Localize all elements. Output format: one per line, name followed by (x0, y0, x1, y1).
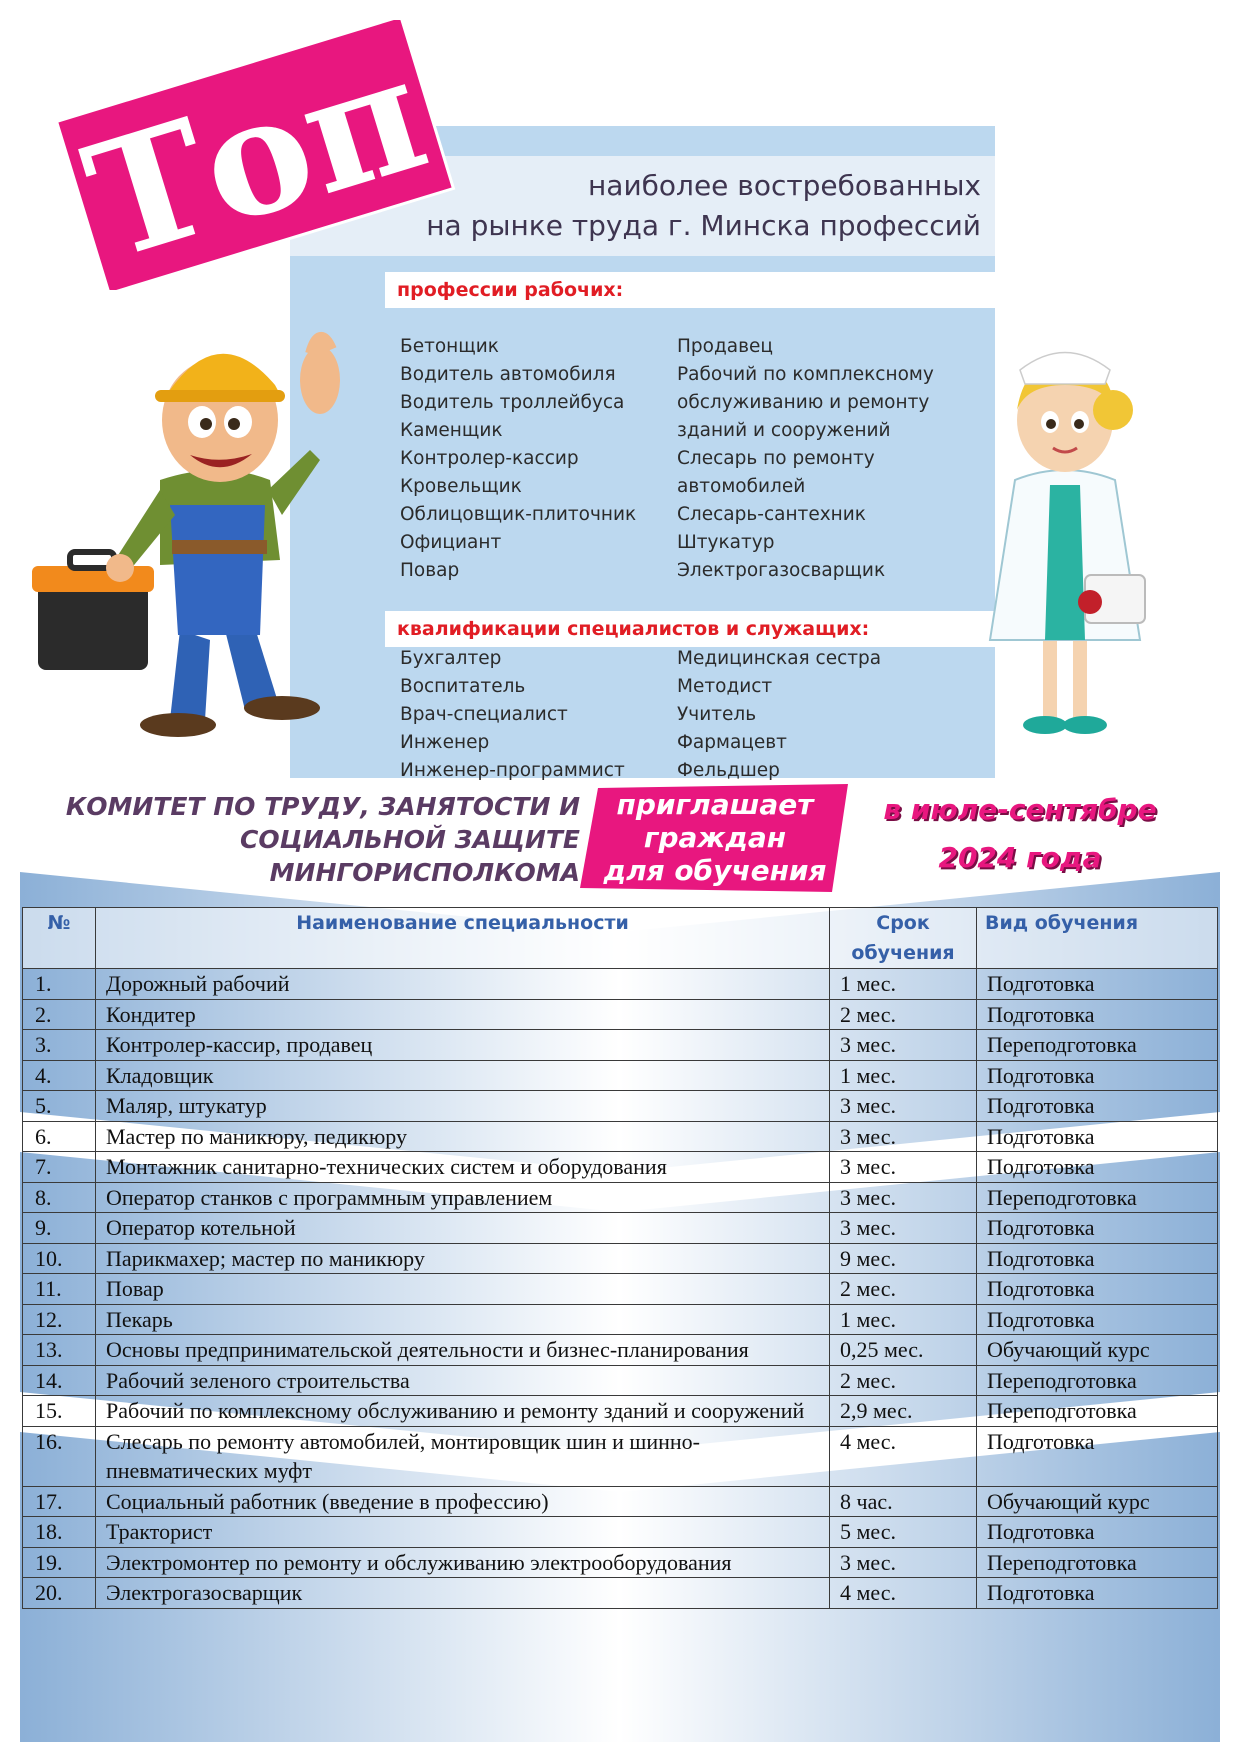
row-kind: Переподготовка (977, 1547, 1218, 1578)
header-term-line-1: Срок (876, 912, 930, 934)
row-num: 8. (23, 1182, 96, 1213)
specialists-column-1 (400, 645, 625, 785)
row-num: 19. (23, 1547, 96, 1578)
worker-illustration (20, 330, 390, 740)
row-kind: Переподготовка (977, 1030, 1218, 1061)
period-line-1: в июле-сентябре (883, 793, 1157, 826)
list-item: Врач-специалист (400, 704, 568, 725)
list-item: Методист (677, 676, 773, 697)
row-term: 9 мес. (830, 1243, 977, 1274)
row-name: Оператор станков с программным управлением (96, 1182, 830, 1213)
table-row (23, 1365, 1218, 1396)
top-badge (40, 20, 470, 290)
row-name: Электрогазосварщик (96, 1578, 830, 1609)
row-kind: Подготовка (977, 1091, 1218, 1122)
invite-line-1: приглашает (616, 788, 814, 821)
invite-text (580, 788, 850, 887)
row-term: 4 мес. (830, 1578, 977, 1609)
workers-column-1 (400, 333, 636, 585)
row-kind: Обучающий курс (977, 1486, 1218, 1517)
list-item: Учитель (677, 704, 757, 725)
list-item: Слесарь-сантехник (677, 504, 866, 525)
table-row (23, 1060, 1218, 1091)
list-item: Штукатур (677, 532, 775, 553)
header-term (830, 908, 977, 969)
table-row (23, 1182, 1218, 1213)
table-row (23, 1121, 1218, 1152)
committee-line-3: МИНГОРИСПОЛКОМА (269, 858, 580, 887)
row-term: 2 мес. (830, 1365, 977, 1396)
table-row (23, 999, 1218, 1030)
table-row (23, 1152, 1218, 1183)
table-row (23, 1030, 1218, 1061)
row-kind: Подготовка (977, 1152, 1218, 1183)
row-name: Монтажник санитарно-технических систем и оборудования (96, 1152, 830, 1183)
row-kind: Переподготовка (977, 1365, 1218, 1396)
specialists-label: квалификации специалистов и служащих: (397, 618, 870, 640)
row-num: 5. (23, 1091, 96, 1122)
row-name: Социальный работник (введение в профессию) (96, 1486, 830, 1517)
committee-line-1: КОМИТЕТ ПО ТРУДУ, ЗАНЯТОСТИ И (65, 792, 580, 821)
row-term: 4 мес. (830, 1426, 977, 1486)
row-name: Повар (96, 1274, 830, 1305)
table-row (23, 1304, 1218, 1335)
training-period (860, 786, 1180, 882)
row-term: 1 мес. (830, 1060, 977, 1091)
list-item: Фармацевт (677, 732, 787, 753)
table-row (23, 1335, 1218, 1366)
row-name: Слесарь по ремонту автомобилей, монтировщик шин и шинно-пневматических муфт (96, 1426, 830, 1486)
list-item: Инженер (400, 732, 490, 753)
row-num: 18. (23, 1517, 96, 1548)
row-num: 6. (23, 1121, 96, 1152)
row-name: Рабочий по комплексному обслуживанию и ремонту зданий и сооружений (96, 1396, 830, 1427)
row-num: 3. (23, 1030, 96, 1061)
list-item: Инженер-программист (400, 760, 625, 781)
workers-column-2 (677, 333, 934, 585)
row-name: Оператор котельной (96, 1213, 830, 1244)
list-item: Кровельщик (400, 476, 522, 497)
courses-table (22, 907, 1217, 1609)
nurse-illustration (965, 340, 1165, 760)
header-kind: Вид обучения (977, 908, 1218, 969)
list-item: Слесарь по ремонту (677, 448, 875, 469)
section-label-specialists (385, 611, 995, 647)
row-kind: Обучающий курс (977, 1335, 1218, 1366)
row-name: Основы предпринимательской деятельности и бизнес-планирования (96, 1335, 830, 1366)
table-row (23, 1243, 1218, 1274)
row-kind: Подготовка (977, 1060, 1218, 1091)
row-term: 2,9 мес. (830, 1396, 977, 1427)
committee-line-2: СОЦИАЛЬНОЙ ЗАЩИТЕ (240, 825, 580, 854)
header-term-line-2: обучения (851, 942, 955, 964)
row-name: Пекарь (96, 1304, 830, 1335)
list-item: Облицовщик-плиточник (400, 504, 637, 525)
list-item: Официант (400, 532, 502, 553)
invite-line-3: для обучения (603, 854, 827, 887)
row-kind: Подготовка (977, 1517, 1218, 1548)
row-num: 12. (23, 1304, 96, 1335)
row-num: 13. (23, 1335, 96, 1366)
row-term: 1 мес. (830, 1304, 977, 1335)
row-num: 10. (23, 1243, 96, 1274)
invite-badge (580, 784, 850, 892)
list-item: Контролер-кассир (400, 448, 579, 469)
table-row (23, 969, 1218, 1000)
section-label-workers (385, 272, 995, 308)
row-name: Рабочий зеленого строительства (96, 1365, 830, 1396)
row-kind: Подготовка (977, 1213, 1218, 1244)
row-term: 3 мес. (830, 1091, 977, 1122)
period-line-2: 2024 года (938, 841, 1102, 874)
row-kind: Подготовка (977, 1578, 1218, 1609)
row-name: Тракторист (96, 1517, 830, 1548)
list-item: Бухгалтер (400, 648, 502, 669)
row-term: 0,25 мес. (830, 1335, 977, 1366)
list-item: Электрогазосварщик (677, 560, 886, 581)
row-name: Контролер-кассир, продавец (96, 1030, 830, 1061)
row-kind: Переподготовка (977, 1396, 1218, 1427)
table-row (23, 1396, 1218, 1427)
list-item: Каменщик (400, 420, 503, 441)
row-num: 7. (23, 1152, 96, 1183)
table-row (23, 1274, 1218, 1305)
table-row (23, 1426, 1218, 1486)
row-name: Электромонтер по ремонту и обслуживанию электрооборудования (96, 1547, 830, 1578)
title-line-1: наиболее востребованных (588, 169, 981, 202)
row-term: 5 мес. (830, 1517, 977, 1548)
list-item: обслуживанию и ремонту (677, 392, 930, 413)
list-item: Бетонщик (400, 336, 499, 357)
committee-name (60, 790, 580, 889)
row-term: 1 мес. (830, 969, 977, 1000)
list-item: Водитель троллейбуса (400, 392, 625, 413)
row-num: 17. (23, 1486, 96, 1517)
table-row (23, 1091, 1218, 1122)
row-num: 1. (23, 969, 96, 1000)
row-term: 3 мес. (830, 1213, 977, 1244)
row-name: Кладовщик (96, 1060, 830, 1091)
row-num: 16. (23, 1426, 96, 1486)
row-name: Дорожный рабочий (96, 969, 830, 1000)
header-num: № (23, 908, 96, 969)
row-term: 3 мес. (830, 1547, 977, 1578)
row-num: 14. (23, 1365, 96, 1396)
badge-text: Топ (67, 20, 445, 290)
list-item: Рабочий по комплексному (677, 364, 934, 385)
row-name: Парикмахер; мастер по маникюру (96, 1243, 830, 1274)
specialists-column-2 (677, 645, 881, 785)
list-item: Водитель автомобиля (400, 364, 616, 385)
table-row (23, 1486, 1218, 1517)
row-num: 9. (23, 1213, 96, 1244)
row-name: Кондитер (96, 999, 830, 1030)
row-num: 15. (23, 1396, 96, 1427)
row-term: 3 мес. (830, 1030, 977, 1061)
title-line-2: на рынке труда г. Минска профессий (426, 209, 981, 242)
list-item: Медицинская сестра (677, 648, 882, 669)
list-item: Продавец (677, 336, 773, 357)
row-kind: Подготовка (977, 1426, 1218, 1486)
invite-line-2: граждан (643, 821, 787, 854)
table-header-row (23, 908, 1218, 969)
list-item: автомобилей (677, 476, 806, 497)
row-num: 2. (23, 999, 96, 1030)
list-item: зданий и сооружений (677, 420, 891, 441)
row-term: 3 мес. (830, 1152, 977, 1183)
table-row (23, 1578, 1218, 1609)
row-kind: Подготовка (977, 1121, 1218, 1152)
row-num: 20. (23, 1578, 96, 1609)
header-name: Наименование специальности (96, 908, 830, 969)
row-kind: Подготовка (977, 1243, 1218, 1274)
row-name: Маляр, штукатур (96, 1091, 830, 1122)
page-title (426, 166, 981, 246)
row-kind: Подготовка (977, 999, 1218, 1030)
row-num: 4. (23, 1060, 96, 1091)
table-row (23, 1547, 1218, 1578)
row-kind: Подготовка (977, 1304, 1218, 1335)
row-term: 3 мес. (830, 1121, 977, 1152)
row-term: 2 мес. (830, 1274, 977, 1305)
list-item: Повар (400, 560, 460, 581)
list-item: Воспитатель (400, 676, 526, 697)
table-row (23, 1213, 1218, 1244)
row-kind: Подготовка (977, 1274, 1218, 1305)
row-num: 11. (23, 1274, 96, 1305)
row-term: 3 мес. (830, 1182, 977, 1213)
list-item: Фельдшер (677, 760, 780, 781)
table-row (23, 1517, 1218, 1548)
row-kind: Подготовка (977, 969, 1218, 1000)
workers-label: профессии рабочих: (397, 279, 624, 301)
row-kind: Переподготовка (977, 1182, 1218, 1213)
row-term: 8 час. (830, 1486, 977, 1517)
row-name: Мастер по маникюру, педикюру (96, 1121, 830, 1152)
row-term: 2 мес. (830, 999, 977, 1030)
